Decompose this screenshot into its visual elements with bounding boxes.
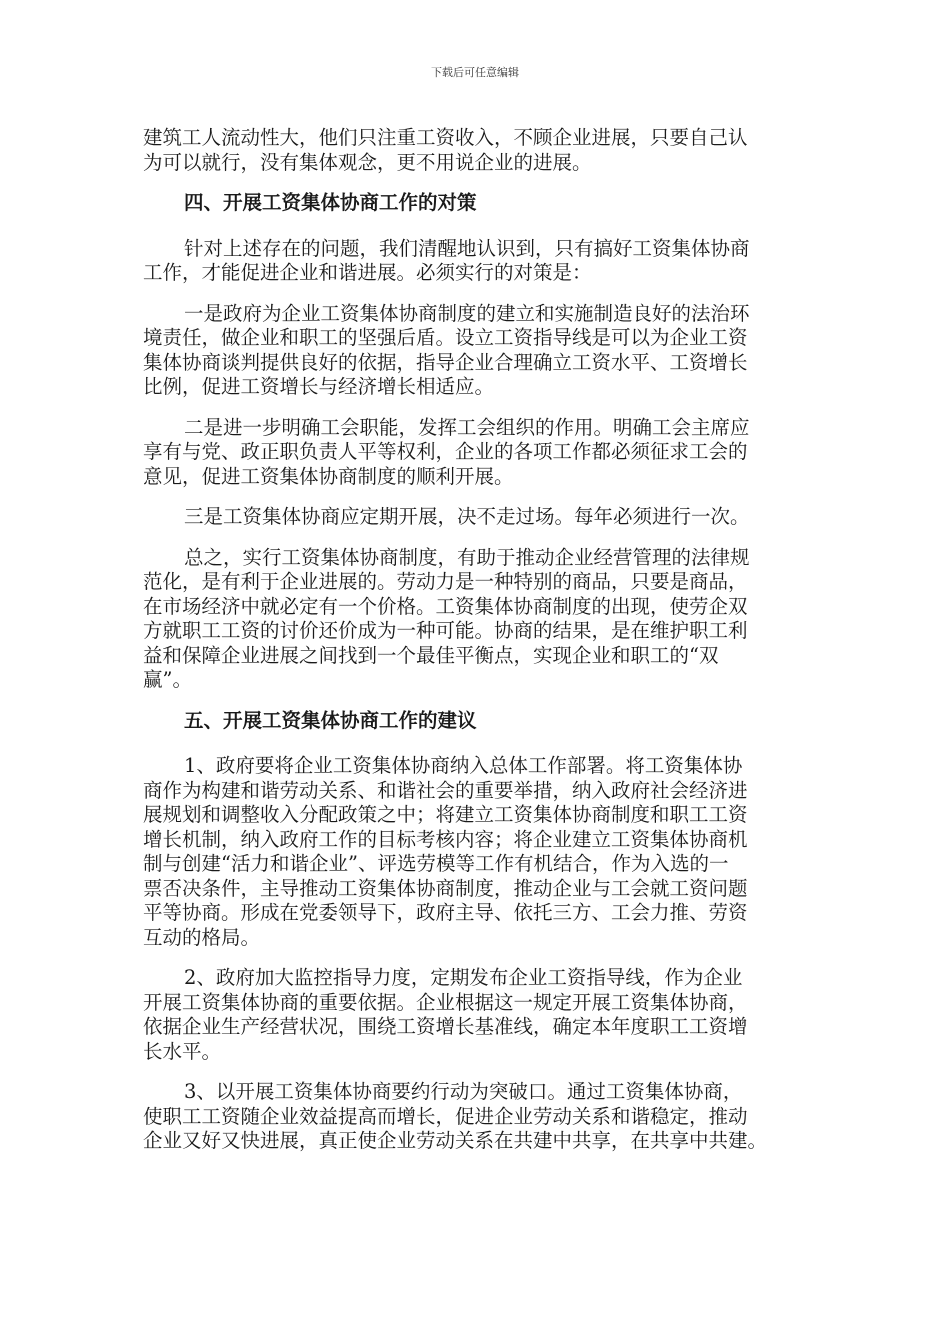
paragraph-continuation	[143, 126, 843, 175]
text-line: 开展工资集体协商的重要依据。企业根据这一规定开展工资集体协商，	[143, 990, 748, 1014]
paragraph	[143, 1080, 843, 1154]
text-line: 总之，实行工资集体协商制度，有助于推动企业经营管理的法律规	[184, 545, 750, 569]
text-line: 为可以就行，没有集体观念，更不用说企业的进展。	[143, 150, 592, 174]
paragraph	[143, 546, 843, 693]
text-line: 方就职工工资的讨价还价成为一种可能。协商的结果，是在维护职工利	[143, 619, 748, 642]
text-line: 三是工资集体协商应定期开展，决不走过场。每年必须进行一次。	[184, 505, 750, 528]
text-line: 展规划和调整收入分配政策之中；将建立工资集体协商制度和职工工资	[143, 803, 748, 826]
text-line: 范化，是有利于企业进展的。劳动力是一种特别的商品，只要是商品，	[143, 570, 748, 593]
text-line: 长水平。	[143, 1039, 222, 1063]
paragraph	[143, 237, 843, 286]
text-line: 集体协商谈判提供良好的依据，指导企业合理确立工资水平、工资增长	[143, 350, 748, 374]
text-line: 赢”。	[143, 668, 192, 691]
document-body	[143, 126, 843, 1170]
text-line: 2、政府加大监控指导力度，定期发布企业工资指导线，作为企业	[184, 966, 743, 989]
page-header: 下载后可任意编辑	[431, 66, 519, 79]
text-line: 在市场经济中就必定有一个价格。工资集体协商制度的出现，使劳企双	[143, 594, 748, 618]
paragraph	[143, 754, 843, 950]
text-line: 比例，促进工资增长与经济增长相适应。	[143, 375, 495, 398]
text-line: 一是政府为企业工资集体协商制度的建立和实施制造良好的法治环	[184, 301, 750, 325]
text-line: 工作，才能促进企业和谐进展。必须实行的对策是：	[143, 261, 592, 284]
text-line: 平等协商。形成在党委领导下，政府主导、依托三方、工会力推、劳资	[143, 901, 748, 924]
text-line: 商作为构建和谐劳动关系、和谐社会的重要举措，纳入政府社会经济进	[143, 778, 748, 802]
paragraph	[143, 505, 843, 530]
paragraph	[143, 302, 843, 400]
section-heading-4: 四、开展工资集体协商工作的对策	[184, 191, 477, 214]
text-line: 二是进一步明确工会职能，发挥工会组织的作用。明确工会主席应	[184, 415, 750, 439]
text-line: 针对上述存在的问题，我们清醒地认识到，只有搞好工资集体协商	[184, 236, 750, 260]
paragraph	[143, 966, 843, 1064]
text-line: 企业又好又快进展，真正使企业劳动关系在共建中共享，在共享中共建。	[143, 1129, 768, 1152]
text-line: 增长机制，纳入政府工作的目标考核内容；将企业建立工资集体协商机	[143, 827, 748, 851]
text-line: 意见，促进工资集体协商制度的顺利开展。	[143, 464, 514, 488]
text-line: 境责任，做企业和职工的坚强后盾。设立工资指导线是可以为企业工资	[143, 326, 748, 349]
text-line: 建筑工人流动性大，他们只注重工资收入，不顾企业进展，只要自己认	[143, 126, 748, 149]
section-heading-5: 五、开展工资集体协商工作的建议	[184, 708, 477, 732]
paragraph	[143, 416, 843, 490]
text-line: 3、以开展工资集体协商要约行动为突破口。通过工资集体协商，	[184, 1080, 743, 1103]
text-line: 1、政府要将企业工资集体协商纳入总体工作部署。将工资集体协	[184, 754, 743, 777]
text-line: 使职工工资随企业效益提高而增长，促进企业劳动关系和谐稳定，推动	[143, 1104, 748, 1128]
text-line: 票否决条件，主导推动工资集体协商制度，推动企业与工会就工资问题	[143, 876, 748, 900]
text-line: 制与创建“活力和谐企业”、评选劳模等工作有机结合，作为入选的一	[143, 852, 729, 875]
text-line: 互动的格局。	[143, 925, 261, 949]
text-line: 益和保障企业进展之间找到一个最佳平衡点，实现企业和职工的“双	[143, 643, 719, 667]
text-line: 享有与党、政正职负责人平等权利，企业的各项工作都必须征求工会的	[143, 440, 748, 463]
text-line: 依据企业生产经营状况，围绕工资增长基准线，确定本年度职工工资增	[143, 1015, 748, 1038]
